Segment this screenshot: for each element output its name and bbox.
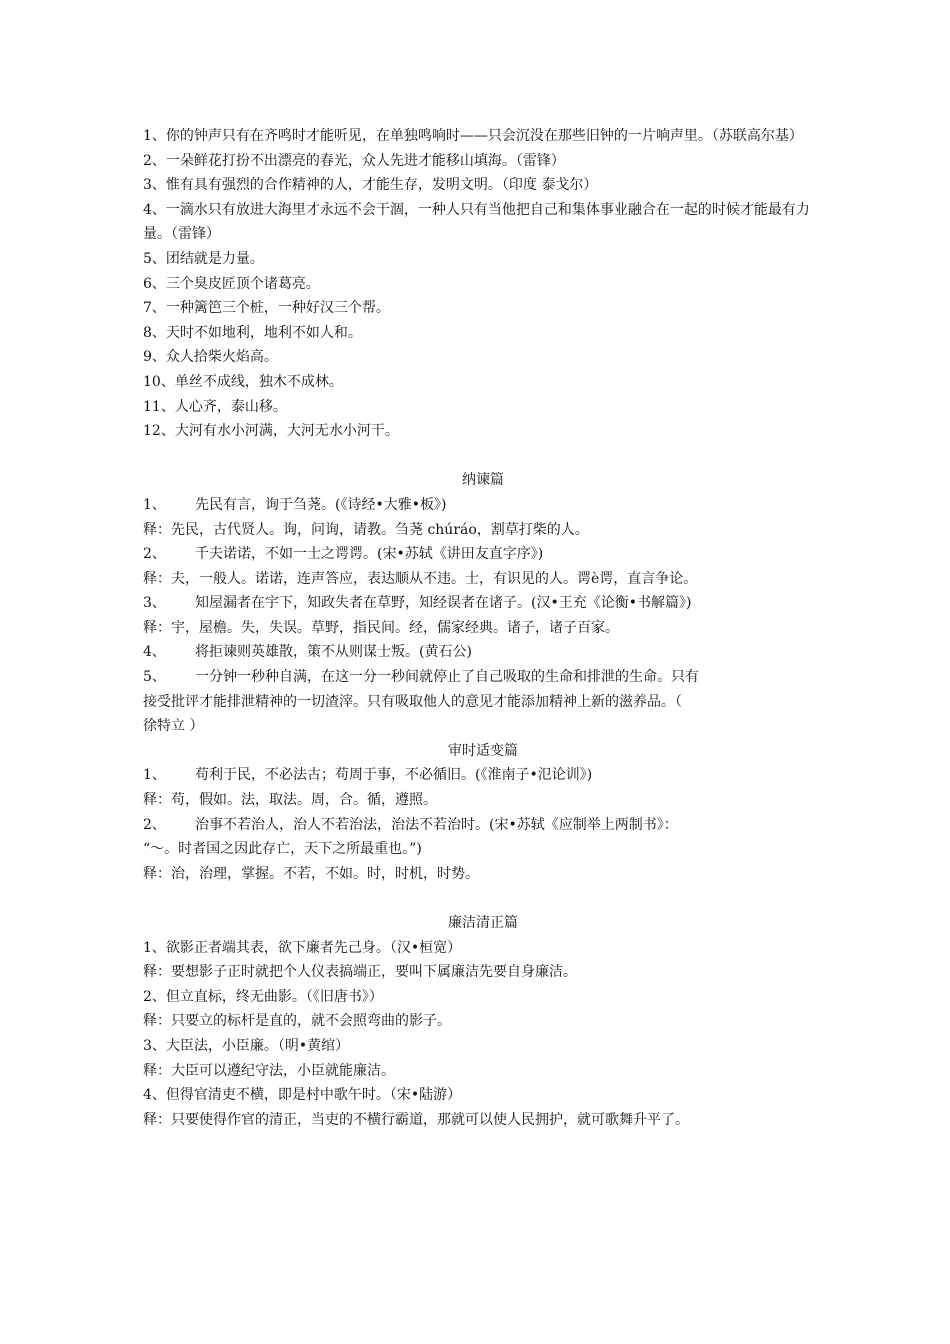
list-item [143, 763, 823, 788]
item-note: 释：夫，一般人。诺诺，连声答应，表达顺从不违。士，有识见的人。谔è谔，直言争论。 [143, 570, 698, 587]
list-item [143, 665, 823, 690]
item-note: 释：宇，屋檐。失，失误。草野，指民间。经，儒家经典。诸子，诸子百家。 [143, 619, 619, 636]
section-najian [143, 468, 823, 739]
item-text: 一分钟一秒种自满，在这一分一秒间就停止了自己吸取的生命和排泄的生命。只有 [195, 669, 699, 686]
list-item: 2、但立直标，终无曲影。（《旧唐书》） [143, 988, 383, 1005]
list-item: 4、但得官清吏不横，即是村中歌午时。（宋•陆游） [143, 1087, 462, 1104]
item-number: 4、 [143, 644, 166, 661]
item-text: 千夫诺诺，不如一士之谔谔。(宋•苏轼《讲田友直字序》) [195, 546, 544, 563]
section-title: 廉洁清正篇 [448, 915, 518, 931]
list-item: 6、三个臭皮匠顶个诸葛亮。 [143, 275, 320, 292]
section-title: 纳谏篇 [462, 472, 504, 489]
list-item [143, 493, 823, 518]
list-item [143, 591, 823, 616]
item-note: 释：只要使得作官的清正，当吏的不横行霸道，那就可以使人民拥护，就可歌舞升平了。 [143, 1111, 689, 1128]
spacer [143, 444, 823, 469]
item-text: 知屋漏者在宇下，知政失者在草野，知经误者在诸子。(汉•王充《论衡•书解篇》) [195, 595, 692, 612]
list-item [143, 640, 823, 665]
list-item: 9、众人拾柴火焰高。 [143, 349, 278, 366]
list-item: 11、人心齐，泰山移。 [143, 398, 287, 415]
item-number: 5、 [143, 669, 166, 686]
list-item [143, 813, 823, 838]
item-number: 1、 [143, 767, 166, 784]
list-item: 8、天时不如地利，地利不如人和。 [143, 324, 362, 341]
list-item: 10、单丝不成线，独木不成林。 [143, 373, 343, 390]
list-item: 3、大臣法，小臣廉。（明•黄绾） [143, 1037, 350, 1054]
section-lianjie [143, 911, 823, 1132]
item-continuation: “～。时者国之因此存亡，天下之所最重也。”) [143, 841, 422, 858]
item-note: 释：苟，假如。法，取法。周，合。循，遵照。 [143, 792, 437, 809]
item-note: 释：先民，古代贤人。询，问询，请教。刍荛 chúráo，割草打柴的人。 [143, 521, 589, 538]
section-title: 审时适变篇 [448, 742, 518, 759]
item-number: 2、 [143, 816, 166, 833]
item-text: 治事不若治人，治人不若治法，治法不若治时。(宋•苏轼《应制举上两制书》： [195, 816, 678, 833]
intro-list [143, 124, 823, 444]
item-number: 3、 [143, 595, 166, 612]
list-item: 1、欲影正者端其表，欲下廉者先己身。（汉•桓宽） [143, 939, 462, 956]
list-item: 12、大河有水小河满，大河无水小河干。 [143, 423, 399, 440]
list-item: 3、惟有具有强烈的合作精神的人，才能生存，发明文明。（印度 泰戈尔） [143, 177, 598, 194]
item-note: 释：大臣可以遵纪守法，小臣就能廉洁。 [143, 1062, 395, 1079]
item-source: 徐特立 ） [143, 718, 204, 735]
item-number: 1、 [143, 496, 166, 513]
item-note: 释：要想影子正时就把个人仪表搞端正，要叫下属廉洁先要自身廉洁。 [143, 964, 577, 981]
section-shenshi [143, 739, 823, 887]
list-item: 5、团结就是力量。 [143, 250, 264, 267]
item-number: 2、 [143, 546, 166, 563]
list-item: 4、一滴水只有放进大海里才永远不会干涸，一种人只有当他把自己和集体事业融合在一起的时候才能最有力量。（雷锋） [143, 201, 810, 243]
item-note: 释：只要立的标杆是直的，就不会照弯曲的影子。 [143, 1013, 451, 1030]
list-item: 2、一朵鲜花打扮不出漂亮的春光，众人先进才能移山填海。（雷锋） [143, 152, 565, 169]
item-note: 释：治，治理，掌握。不若，不如。时，时机，时势。 [143, 865, 479, 882]
item-continuation: 接受批评才能排泄精神的一切渣滓。只有吸取他人的意见才能添加精神上新的滋养品。（ [143, 693, 682, 710]
item-text: 苟利于民，不必法古；苟周于事，不必循旧。(《淮南子•氾论训》) [195, 767, 593, 784]
spacer [143, 886, 823, 911]
list-item: 1、你的钟声只有在齐鸣时才能听见，在单独鸣响时——只会沉没在那些旧钟的一片响声里。（苏联高尔基） [143, 128, 803, 144]
item-text: 将拒谏则英雄散，策不从则谋士叛。(黄石公) [195, 644, 472, 661]
document-page [143, 124, 823, 1132]
list-item [143, 542, 823, 567]
item-text: 先民有言，询于刍荛。(《诗经•大雅•板》) [195, 496, 447, 513]
list-item: 7、一种篱笆三个桩，一种好汉三个帮。 [143, 300, 390, 317]
